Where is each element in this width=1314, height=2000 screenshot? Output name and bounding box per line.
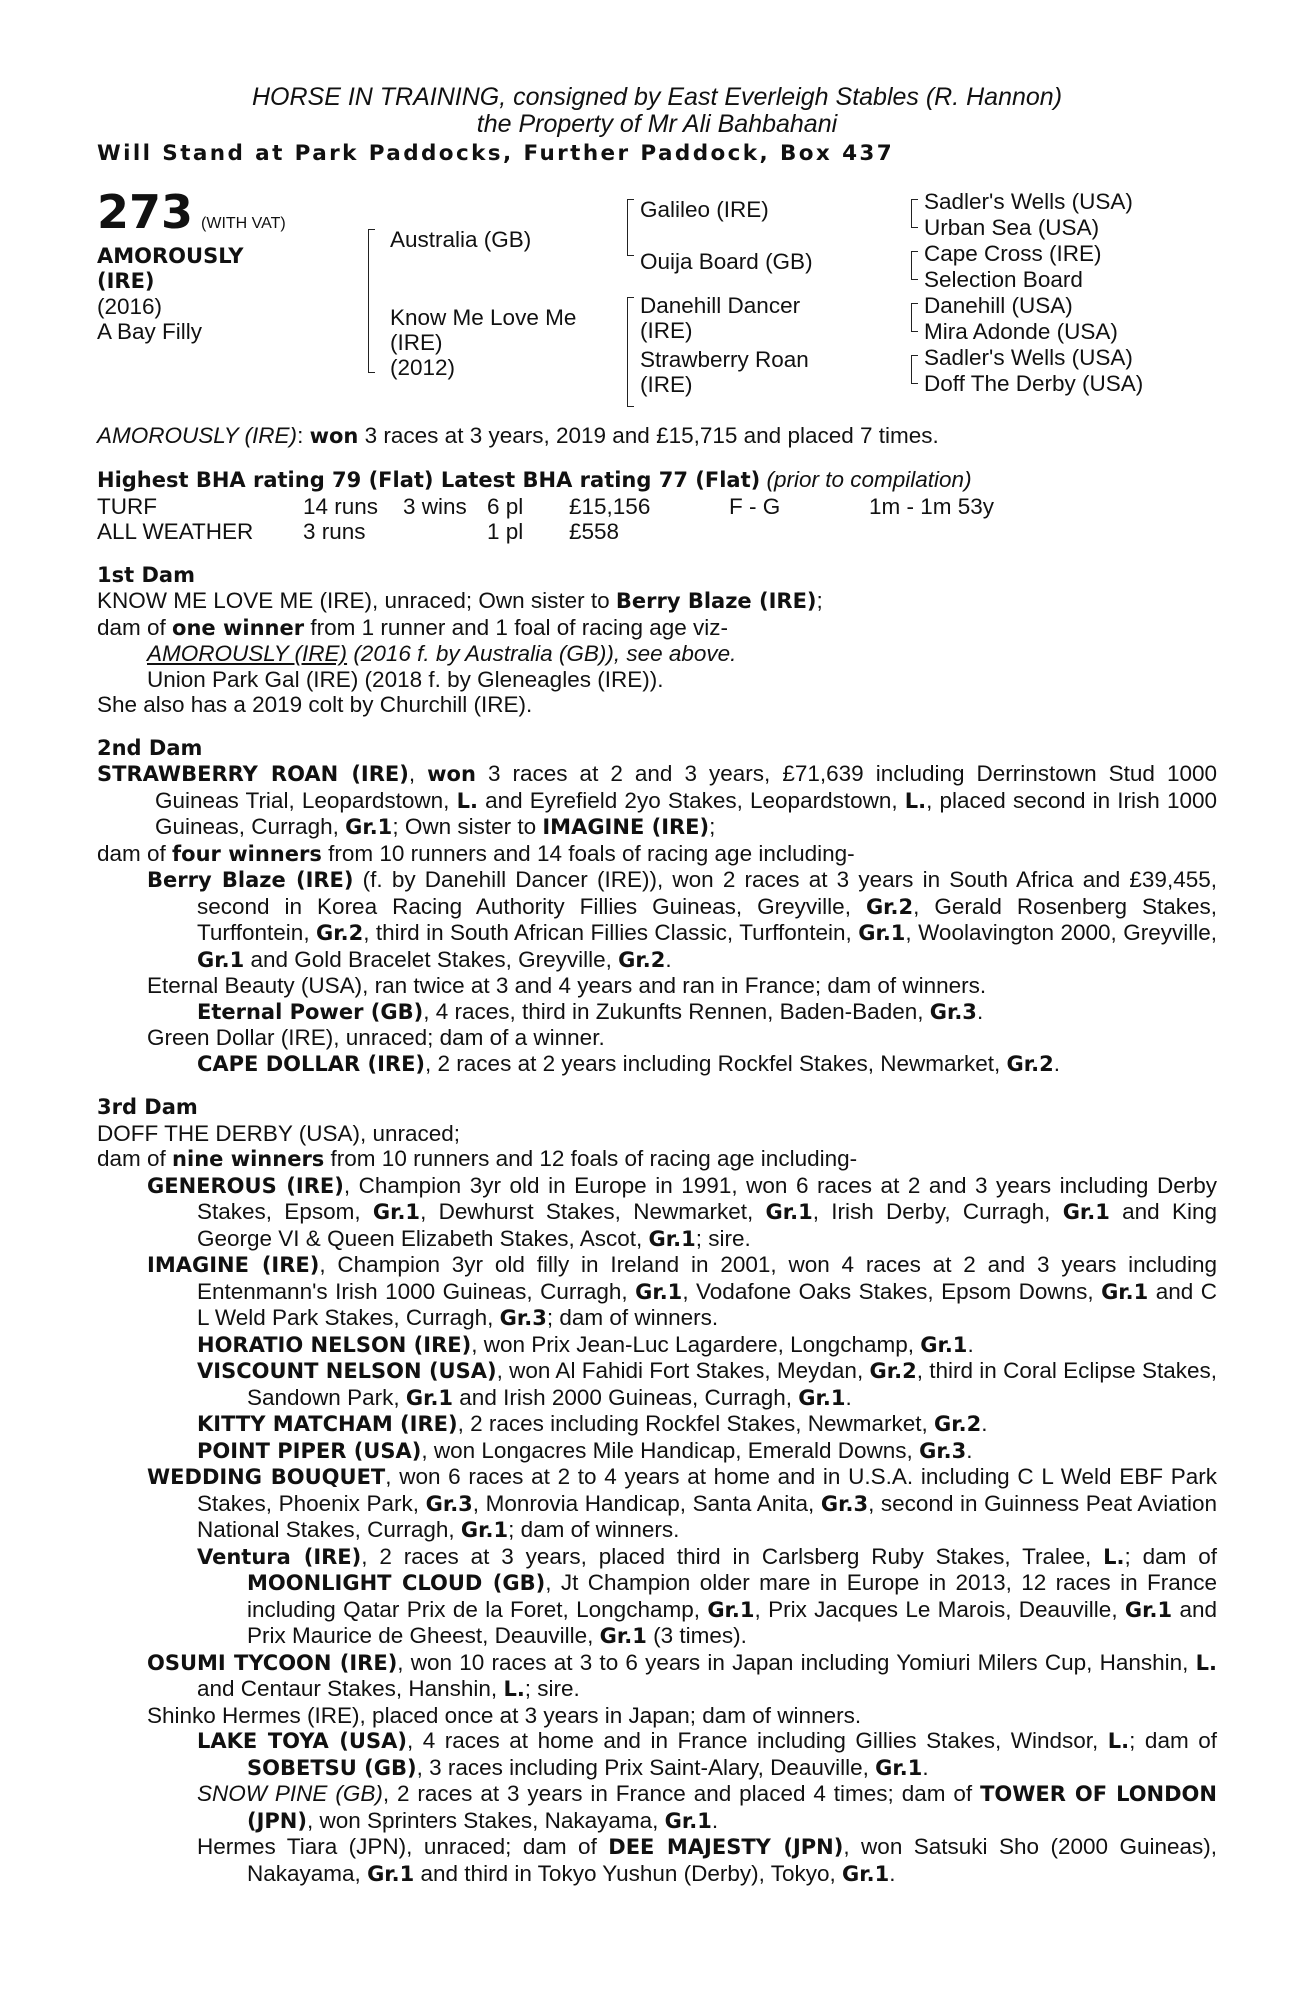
summary-text: 3 races at 3 years, 2019 and £15,715 and placed 7 times. bbox=[364, 422, 939, 448]
dam-dam-line: (IRE) bbox=[640, 371, 693, 397]
sire-dam: Ouija Board (GB) bbox=[640, 248, 813, 274]
text: . bbox=[665, 946, 672, 972]
vat-label: (WITH VAT) bbox=[201, 214, 286, 232]
grade: Gr.1 bbox=[345, 815, 393, 839]
grade: Gr.2 bbox=[869, 1359, 917, 1383]
perf-money: £15,156 bbox=[569, 493, 651, 519]
grade: Gr.3 bbox=[929, 999, 977, 1024]
text: , won Al Fahidi Fort Stakes, Meydan, bbox=[496, 1358, 870, 1383]
text: . bbox=[845, 1384, 852, 1410]
first-dam-section bbox=[97, 563, 1217, 718]
stand-location: Will Stand at Park Paddocks, Further Paddock, Box 437 bbox=[97, 141, 895, 166]
performance-table bbox=[97, 494, 994, 545]
winners-count: nine winners bbox=[172, 1147, 325, 1171]
text: ; Own sister to bbox=[392, 814, 543, 839]
text: . bbox=[976, 998, 984, 1024]
dam-entry: DOFF THE DERBY (USA), unraced; bbox=[97, 1120, 461, 1146]
section-title: 2nd Dam bbox=[97, 735, 203, 760]
text: . bbox=[1053, 1050, 1060, 1076]
perf-runs: 14 runs bbox=[303, 493, 379, 519]
text: , Champion 3yr old filly in Ireland in 2001, won 4 races at 2 and 3 years including Entenmann's Irish 1000 Guineas, Curragh, bbox=[197, 1252, 1217, 1304]
produce-note: She also has a 2019 colt by Churchill (IRE). bbox=[97, 692, 533, 717]
dam-sire bbox=[640, 293, 800, 343]
brace bbox=[627, 297, 634, 407]
perf-placed: 1 pl bbox=[487, 519, 524, 544]
horse-ref: Ventura (IRE) bbox=[197, 1544, 362, 1569]
pedigree-block bbox=[97, 184, 1217, 417]
grade: L. bbox=[904, 788, 927, 813]
produce-entry: Union Park Gal (IRE) (2018 f. by Gleneagles (IRE)). bbox=[147, 666, 664, 692]
grade: Gr.1 bbox=[367, 1861, 415, 1886]
text: , won 6 races at 2 to 4 years at home and in U.S.A. including C L Weld EBF Park Stakes, Phoenix Park, bbox=[197, 1464, 1217, 1516]
perf-distance bbox=[869, 519, 994, 545]
perf-placed: 6 pl bbox=[487, 493, 524, 519]
produce-entry bbox=[97, 1728, 1217, 1781]
horse-ref: SOBETSU (GB) bbox=[247, 1755, 417, 1780]
grade: Gr.3 bbox=[425, 1491, 473, 1516]
text: dam of bbox=[97, 614, 173, 640]
horse-ref: POINT PIPER (USA) bbox=[197, 1438, 422, 1463]
text: ; dam of winners. bbox=[508, 1517, 680, 1542]
grade: Gr.1 bbox=[765, 1200, 813, 1224]
text: from 10 runners and 12 foals of racing age including- bbox=[324, 1146, 858, 1171]
horse-ref: VISCOUNT NELSON (USA) bbox=[197, 1359, 497, 1383]
produce-entry bbox=[97, 1252, 1217, 1332]
foaling-year: (2016) bbox=[97, 293, 163, 319]
produce-entry bbox=[97, 1438, 1217, 1465]
text: dam of bbox=[97, 840, 173, 866]
text: and Gold Bracelet Stakes, Greyville, bbox=[244, 946, 619, 972]
text: ; sire. bbox=[695, 1225, 751, 1251]
horse-ref: WEDDING BOUQUET bbox=[147, 1465, 386, 1489]
text: ; dam of bbox=[1124, 1543, 1217, 1569]
text: . bbox=[922, 1754, 929, 1780]
sire: Australia (GB) bbox=[390, 226, 532, 252]
lot-number: 273 bbox=[97, 184, 194, 239]
dam-dam bbox=[640, 347, 809, 397]
horse-description: A Bay Filly bbox=[97, 318, 203, 344]
text: , third in Coral Eclipse Stakes, Sandown Park, bbox=[247, 1358, 1218, 1410]
text: , 2 races including Rockfel Stakes, Newmarket, bbox=[457, 1411, 935, 1436]
produce-entry: Shinko Hermes (IRE), placed once at 3 years in Japan; dam of winners. bbox=[147, 1702, 862, 1728]
text: , Irish Derby, Curragh, bbox=[812, 1199, 1063, 1224]
brace bbox=[911, 355, 918, 384]
text: , Champion 3yr old in Europe in 1991, won 6 races at 2 and 3 years including Derby Stakes, Epsom, bbox=[197, 1172, 1217, 1224]
grade: Gr.1 bbox=[664, 1808, 712, 1833]
grade: Gr.1 bbox=[842, 1861, 890, 1886]
second-dam-section bbox=[97, 736, 1217, 1078]
produce-entry bbox=[97, 1544, 1217, 1650]
grade: L. bbox=[1107, 1729, 1130, 1753]
text: . bbox=[711, 1807, 719, 1833]
text: and King George VI & Queen Elizabeth Stakes, Ascot, bbox=[197, 1199, 1218, 1251]
third-dam-section bbox=[97, 1095, 1217, 1887]
ancestor: Mira Adonde (USA) bbox=[924, 318, 1118, 344]
grade: Gr.1 bbox=[875, 1755, 923, 1780]
summary-colon: : bbox=[297, 422, 304, 448]
consignor-line: HORSE IN TRAINING, consigned by East Everleigh Stables (R. Hannon) bbox=[251, 83, 1063, 111]
text: , Vodafone Oaks Stakes, Epsom Downs, bbox=[682, 1278, 1102, 1304]
catalogue-page bbox=[97, 84, 1217, 1887]
text: , won Longacres Mile Handicap, Emerald Downs, bbox=[421, 1437, 920, 1463]
ancestor: Danehill (USA) bbox=[924, 292, 1073, 318]
produce-entry bbox=[97, 1332, 1217, 1359]
text: , Woolavington 2000, Greyville, bbox=[905, 920, 1217, 945]
produce-entry bbox=[97, 1834, 1217, 1887]
text: , Jt Champion older mare in Europe in 2013, 12 races in France including Qatar Prix de la Foret, Longchamp, bbox=[247, 1570, 1217, 1622]
horse-ref: Berry Blaze (IRE) bbox=[615, 589, 817, 613]
text: , second in Guinness Peat Aviation National Stakes, Curragh, bbox=[197, 1490, 1217, 1542]
text: , 2 races at 2 years including Rockfel Stakes, Newmarket, bbox=[425, 1050, 1007, 1076]
grade: Gr.1 bbox=[197, 947, 245, 972]
grade: Gr.1 bbox=[920, 1332, 968, 1357]
grade: Gr.1 bbox=[858, 921, 906, 945]
ratings-note: (prior to compilation) bbox=[766, 467, 972, 492]
text: , third in South African Fillies Classic, Turffontein, bbox=[363, 920, 859, 945]
produce-entry bbox=[97, 999, 1217, 1026]
ancestor: Sadler's Wells (USA) bbox=[924, 188, 1133, 214]
text: , Dewhurst Stakes, Newmarket, bbox=[420, 1199, 766, 1224]
text: Hermes Tiara (JPN), unraced; dam of bbox=[197, 1834, 609, 1859]
winners-count: four winners bbox=[172, 841, 322, 866]
text: and Irish 2000 Guineas, Curragh, bbox=[453, 1384, 799, 1410]
brace bbox=[911, 251, 918, 280]
brace bbox=[627, 199, 634, 256]
grade: Gr.2 bbox=[934, 1412, 982, 1436]
text: 3 races at 2 and 3 years, £71,639 including Derrinstown Stud 1000 Guineas Trial, Leopardstown, bbox=[155, 761, 1217, 813]
ped-g3 bbox=[924, 189, 1143, 396]
lot-info bbox=[97, 184, 307, 344]
ratings-label: Highest BHA rating 79 (Flat) Latest BHA rating 77 (Flat) bbox=[97, 468, 761, 492]
grade: L. bbox=[1195, 1650, 1217, 1675]
grade: Gr.1 bbox=[648, 1226, 696, 1251]
grade: Gr.1 bbox=[599, 1624, 647, 1648]
text: ; sire. bbox=[524, 1676, 580, 1701]
text: and Centaur Stakes, Hanshin, bbox=[197, 1676, 504, 1701]
horse-ref: Eternal Power (GB) bbox=[197, 999, 424, 1024]
text: , 4 races at home and in France including Gillies Stakes, Windsor, bbox=[406, 1728, 1108, 1753]
text: , Gerald Rosenberg Stakes, Turffontein, bbox=[197, 893, 1217, 945]
text: (2016 f. by Australia (GB)), see above. bbox=[347, 641, 737, 666]
perf-runs: 3 runs bbox=[303, 519, 366, 544]
grade: Gr.2 bbox=[865, 894, 914, 919]
perf-wins: 3 wins bbox=[403, 493, 467, 519]
summary-name: AMOROUSLY (IRE) bbox=[97, 422, 298, 448]
ancestor: Cape Cross (IRE) bbox=[924, 240, 1102, 266]
produce-entry: Eternal Beauty (USA), ran twice at 3 and 4 years and ran in France; dam of winners. bbox=[147, 973, 987, 998]
text: , won Satsuki Sho (2000 Guineas), Nakayama, bbox=[247, 1834, 1218, 1886]
ancestor: Selection Board bbox=[924, 266, 1083, 292]
dam-record bbox=[97, 615, 1217, 642]
dam-entry: STRAWBERRY ROAN (IRE), won 3 races at 2 and 3 years, £71,639 including Derrinstown Stud 1000 Guineas Trial, Leopardstown, L. and Eyrefield 2yo Stakes, Leopardstown, L., placed second in Irish 1000 Guineas, Curragh, Gr.1; Own sister to IMAGINE (IRE); bbox=[97, 761, 1217, 839]
grade: L. bbox=[1103, 1544, 1125, 1569]
text: , won Prix Jean-Luc Lagardere, Longchamp, bbox=[471, 1331, 921, 1357]
horse-ref: DEE MAJESTY (JPN) bbox=[608, 1835, 844, 1859]
text: , 4 races, third in Zukunfts Rennen, Baden-Baden, bbox=[423, 998, 930, 1024]
horse-ref: Berry Blaze (IRE) bbox=[147, 868, 354, 892]
text: dam of bbox=[97, 1146, 173, 1171]
text: and C L Weld Park Stakes, Curragh, bbox=[197, 1278, 1217, 1330]
text: , 2 races at 3 years, placed third in Carlsberg Ruby Stakes, Tralee, bbox=[361, 1543, 1104, 1569]
grade: Gr.1 bbox=[1062, 1200, 1110, 1224]
horse-ref: STRAWBERRY ROAN (IRE) bbox=[97, 762, 409, 786]
performance-row bbox=[97, 494, 994, 520]
perf-wins bbox=[403, 519, 487, 545]
text: . bbox=[966, 1437, 973, 1463]
text: , Prix Jacques Le Marois, Deauville, bbox=[754, 1596, 1125, 1622]
text: (f. by Danehill Dancer (IRE)), won 2 races at 3 years in South Africa and £39,455, second in Korea Racing Authority Fillies Guineas, Greyville, bbox=[197, 867, 1217, 919]
perf-going: F - G bbox=[729, 493, 781, 519]
horse-ref: LAKE TOYA (USA) bbox=[197, 1729, 407, 1753]
grade: Gr.2 bbox=[316, 921, 364, 945]
text: ; bbox=[816, 588, 823, 613]
text: ; dam of winners. bbox=[546, 1305, 719, 1330]
dam-line: (2012) bbox=[390, 354, 456, 380]
produce-entry bbox=[97, 1173, 1217, 1253]
dam-sire-line: (IRE) bbox=[640, 317, 693, 343]
text: (3 times). bbox=[646, 1623, 747, 1648]
dam-record bbox=[97, 1146, 1217, 1173]
produce-entry bbox=[97, 1781, 1217, 1834]
summary-won: won bbox=[309, 423, 359, 448]
text: from 1 runner and 1 foal of racing age viz- bbox=[304, 614, 729, 640]
horse-ref: TOWER OF LONDON (JPN) bbox=[247, 1782, 1217, 1833]
perf-surface: TURF bbox=[97, 493, 157, 519]
perf-distance: 1m - 1m 53y bbox=[869, 493, 995, 519]
text: . bbox=[981, 1411, 988, 1436]
horse-ref: MOONLIGHT CLOUD (GB) bbox=[247, 1571, 546, 1595]
winners-count: one winner bbox=[172, 615, 305, 640]
grade: Gr.1 bbox=[1101, 1279, 1149, 1304]
horse-ref: AMOROUSLY (IRE) bbox=[147, 641, 348, 666]
grade: Gr.1 bbox=[635, 1279, 683, 1304]
grade: Gr.2 bbox=[1006, 1051, 1054, 1076]
horse-ref: CAPE DOLLAR (IRE) bbox=[197, 1051, 426, 1076]
ancestor: Sadler's Wells (USA) bbox=[924, 344, 1133, 370]
grade: L. bbox=[456, 788, 478, 813]
dam bbox=[390, 305, 576, 380]
horse-ref: HORATIO NELSON (IRE) bbox=[197, 1332, 472, 1357]
produce-entry bbox=[97, 1358, 1217, 1411]
produce-entry bbox=[97, 1650, 1217, 1703]
dam-line: Know Me Love Me bbox=[390, 304, 577, 330]
dam-entry bbox=[97, 588, 1217, 615]
dam-sire-line: Danehill Dancer bbox=[640, 292, 801, 318]
ancestor: Doff The Derby (USA) bbox=[924, 370, 1144, 396]
section-title: 3rd Dam bbox=[97, 1095, 198, 1119]
produce-entry bbox=[97, 1464, 1217, 1544]
text: . bbox=[967, 1331, 974, 1357]
section-title: 1st Dam bbox=[97, 562, 195, 587]
ancestor: Urban Sea (USA) bbox=[924, 214, 1100, 240]
grade: Gr.1 bbox=[1124, 1597, 1173, 1622]
text: , won 10 races at 3 to 6 years in Japan including Yomiuri Milers Cup, Hanshin, bbox=[397, 1649, 1196, 1675]
produce-entry bbox=[97, 867, 1217, 973]
grade: L. bbox=[503, 1677, 525, 1701]
horse-ref: OSUMI TYCOON (IRE) bbox=[147, 1650, 398, 1675]
brace bbox=[368, 229, 375, 373]
text: , won Sprinters Stakes, Nakayama, bbox=[306, 1807, 665, 1833]
text: from 10 runners and 14 foals of racing age including- bbox=[321, 840, 855, 866]
produce-entry: Green Dollar (IRE), unraced; dam of a winner. bbox=[147, 1025, 605, 1050]
produce-entry bbox=[97, 641, 1217, 667]
grade: Gr.3 bbox=[919, 1438, 967, 1463]
horse-ref: SNOW PINE (GB) bbox=[197, 1781, 383, 1806]
text: . bbox=[889, 1860, 896, 1886]
text: and Prix Maurice de Gheest, Deauville, bbox=[247, 1596, 1217, 1648]
text: , placed second in Irish 1000 Guineas, Curragh, bbox=[155, 787, 1217, 839]
grade: Gr.1 bbox=[405, 1385, 454, 1410]
text: , 3 races including Prix Saint-Alary, Deauville, bbox=[416, 1754, 876, 1780]
text: KNOW ME LOVE ME (IRE), unraced; Own sister to bbox=[97, 588, 616, 613]
grade: Gr.1 bbox=[707, 1597, 755, 1622]
grade: Gr.1 bbox=[798, 1385, 846, 1410]
horse-name: AMOROUSLY (IRE) bbox=[97, 243, 244, 293]
ratings-line bbox=[97, 467, 1217, 494]
horse-ref: IMAGINE (IRE) bbox=[542, 815, 710, 839]
text: , Monrovia Handicap, Santa Anita, bbox=[472, 1490, 821, 1516]
grade: Gr.2 bbox=[618, 947, 666, 972]
perf-surface: ALL WEATHER bbox=[97, 519, 254, 544]
text: ; bbox=[709, 814, 716, 839]
race-summary bbox=[97, 423, 1217, 450]
dam-dam-line: Strawberry Roan bbox=[640, 346, 809, 372]
horse-ref: GENEROUS (IRE) bbox=[147, 1173, 344, 1198]
text: ; dam of bbox=[1129, 1728, 1217, 1753]
performance-row bbox=[97, 519, 994, 545]
grade: Gr.1 bbox=[372, 1200, 421, 1224]
dam-line: (IRE) bbox=[390, 329, 443, 355]
produce-entry bbox=[97, 1051, 1217, 1078]
perf-going bbox=[729, 519, 869, 545]
produce-entry bbox=[97, 1411, 1217, 1438]
horse-ref: KITTY MATCHAM (IRE) bbox=[197, 1412, 458, 1436]
sire-sire: Galileo (IRE) bbox=[640, 196, 769, 222]
dam-record bbox=[97, 841, 1217, 868]
grade: Gr.3 bbox=[499, 1306, 547, 1330]
brace bbox=[911, 199, 918, 228]
perf-money: £558 bbox=[569, 519, 620, 544]
text: and Eyrefield 2yo Stakes, Leopardstown, bbox=[477, 787, 905, 813]
text: , 2 races at 3 years in France and placed 4 times; dam of bbox=[382, 1781, 981, 1806]
brace bbox=[911, 303, 918, 332]
text: and third in Tokyo Yushun (Derby), Tokyo, bbox=[414, 1860, 843, 1886]
horse-ref: IMAGINE (IRE) bbox=[147, 1253, 320, 1277]
grade: Gr.1 bbox=[460, 1518, 509, 1542]
won-label: won bbox=[427, 762, 476, 786]
owner-line: the Property of Mr Ali Bahbahani bbox=[476, 110, 838, 138]
grade: Gr.3 bbox=[820, 1491, 869, 1516]
